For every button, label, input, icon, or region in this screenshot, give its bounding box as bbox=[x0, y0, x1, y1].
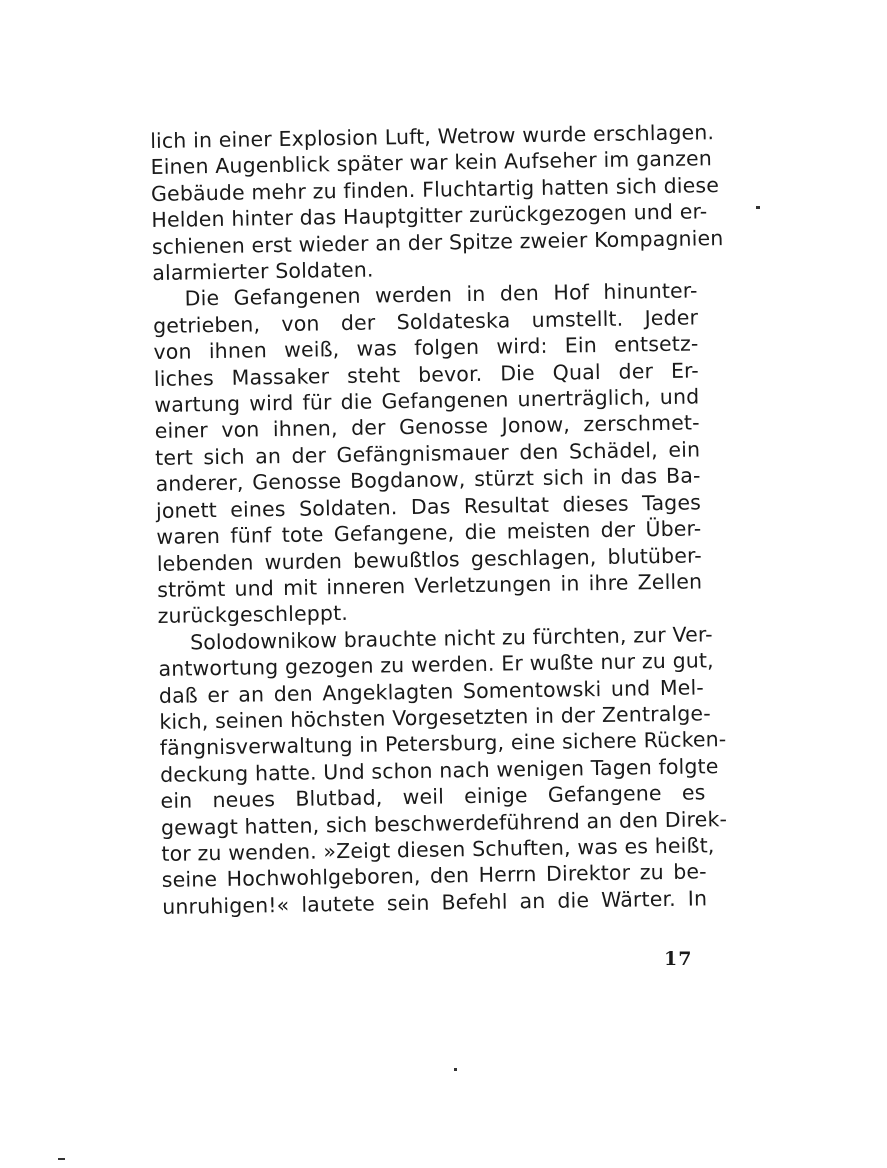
text-line: Helden hinter das Hauptgitter zurückgezogen und er- bbox=[151, 199, 708, 233]
text-line: ein neues Blutbad, weil einige Gefangene es bbox=[160, 780, 706, 814]
text-line: einer von ihnen, der Genosse Jonow, zerschmet- bbox=[154, 410, 700, 444]
text-line: kich, seinen höchsten Vorgesetzten in der Zentralge- bbox=[159, 701, 711, 734]
text-line: jonett eines Soldaten. Das Resultat dieses Tages bbox=[155, 490, 702, 523]
text-line: gewagt hatten, sich beschwerdeführend an den Direk- bbox=[160, 806, 728, 840]
text-line: daß er an den Angeklagten Somentowski und Mel- bbox=[158, 674, 705, 708]
text-line: deckung hatte. Und schon nach wenigen Tagen folgte bbox=[159, 753, 719, 787]
text-line: wartung wird für die Gefangenen unerträglich, und bbox=[154, 384, 700, 418]
text-line: lebenden wurden bewußtlos geschlagen, blutüber- bbox=[156, 542, 702, 576]
text-line: fängnisverwaltung in Petersburg, eine sichere Rücken- bbox=[159, 727, 727, 761]
text-line: antwortung gezogen zu werden. Er wußte nur zu gut, bbox=[158, 648, 714, 682]
text-line: tert sich an der Gefängnismauer den Schädel, ein bbox=[154, 437, 701, 470]
text-line: tor zu wenden. »Zeigt diesen Schuften, was es heißt, bbox=[161, 833, 715, 866]
page-number: 17 bbox=[664, 948, 693, 970]
body-text bbox=[150, 119, 728, 920]
text-line: alarmierter Soldaten. bbox=[152, 257, 374, 286]
text-line: strömt und mit inneren Verletzungen in ihre Zellen bbox=[157, 569, 703, 602]
text-line: getrieben, von der Soldateska umstellt. Jeder bbox=[152, 305, 699, 338]
text-line: schienen erst wieder an der Spitze zweier Kompagnien bbox=[151, 225, 724, 259]
scan-speck bbox=[58, 1158, 65, 1160]
scan-speck bbox=[454, 1068, 457, 1071]
text-line: Gebäude mehr zu finden. Fluchtartig hatten sich diese bbox=[150, 172, 720, 206]
text-line: von ihnen weiß, was folgen wird: Ein entsetz- bbox=[153, 331, 699, 365]
text-line: seine Hochwohlgeboren, den Herrn Direktor zu be- bbox=[161, 859, 707, 893]
text-line: lich in einer Explosion Luft, Wetrow wurde erschlagen. bbox=[150, 120, 715, 153]
text-line: Solodownikow brauchte nicht zu fürchten, zur Ver- bbox=[189, 621, 713, 655]
text-line: liches Massaker steht bevor. Die Qual der Er- bbox=[153, 358, 700, 391]
paragraph-1 bbox=[150, 119, 724, 286]
text-line: Einen Augenblick später war kein Aufseher im ganzen bbox=[150, 146, 713, 180]
text-line: unruhigen!« lautete sein Befehl an die Wärter. In bbox=[162, 886, 708, 919]
text-line: waren fünf tote Gefangene, die meisten der Über- bbox=[156, 516, 702, 550]
text-line: anderer, Genosse Bogdanow, stürzt sich in das Ba- bbox=[155, 463, 701, 497]
text-line: zurückgeschleppt. bbox=[157, 601, 349, 629]
scan-speck bbox=[756, 206, 760, 209]
paragraph-3 bbox=[158, 621, 728, 920]
text-line: Die Gefangenen werden in den Hof hinunter- bbox=[184, 278, 698, 311]
paragraph-2 bbox=[152, 278, 702, 630]
